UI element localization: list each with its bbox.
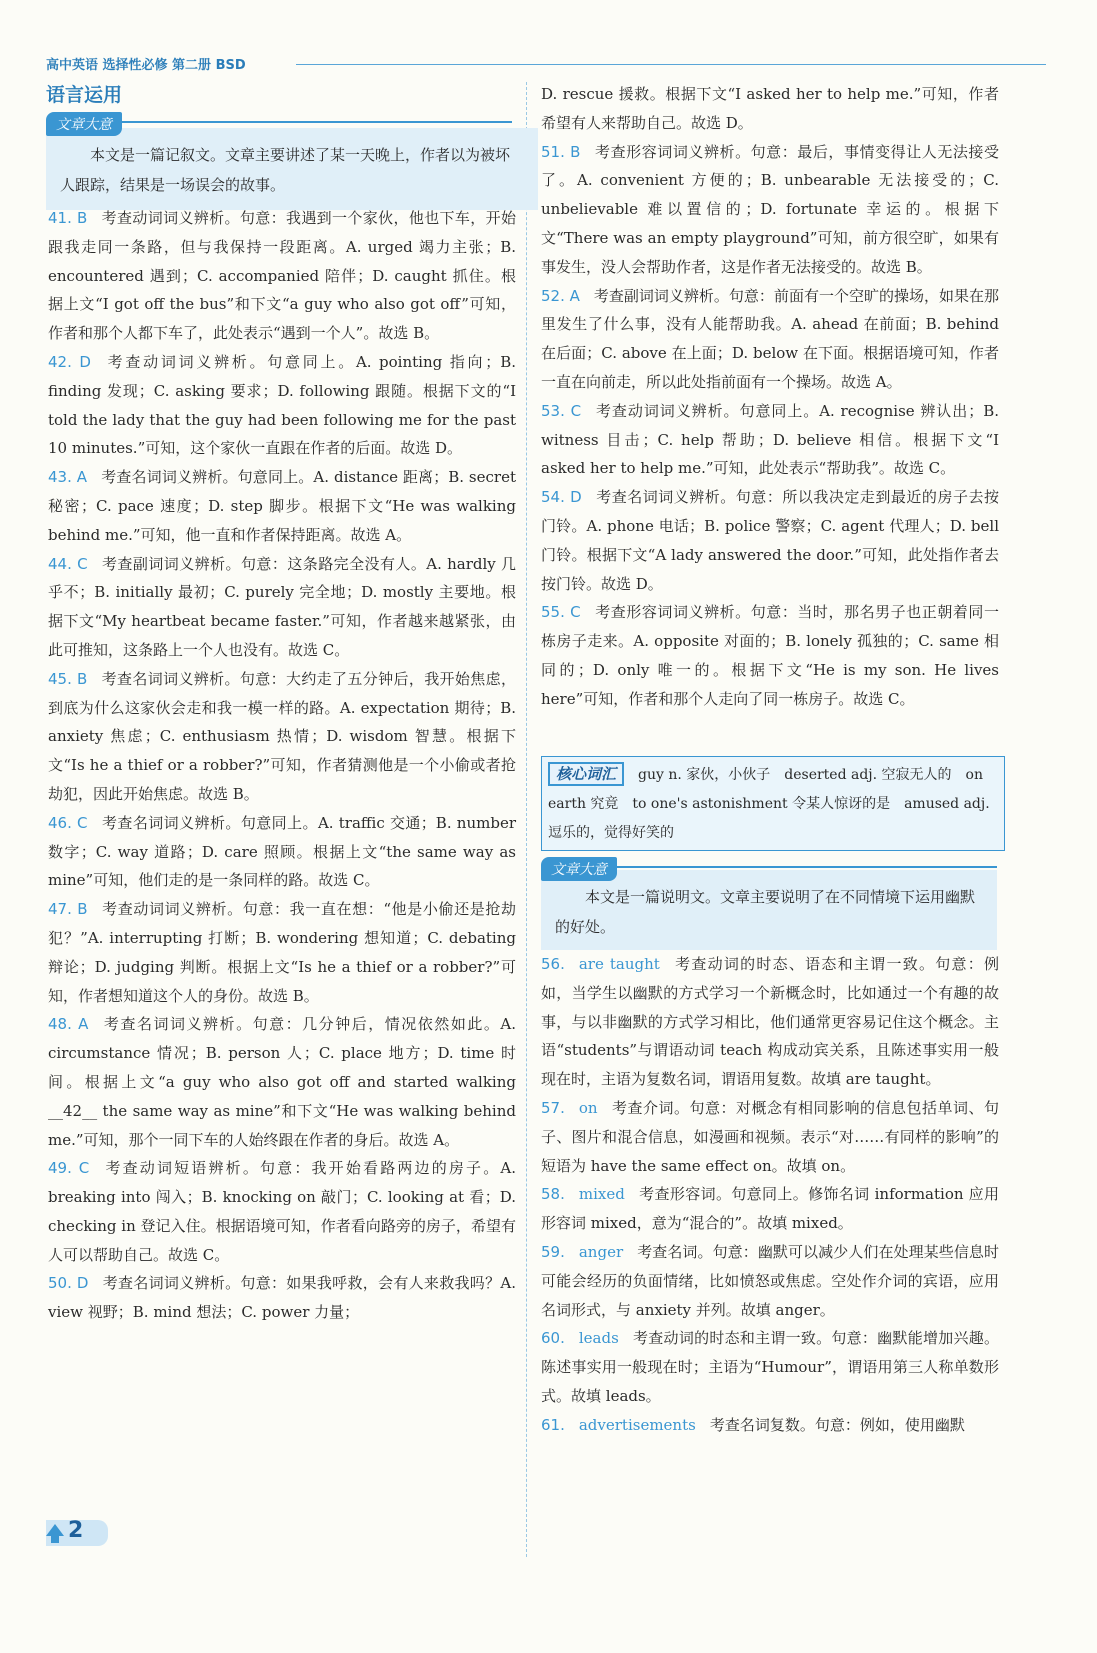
answer-item bbox=[48, 1154, 516, 1269]
answer-item bbox=[48, 348, 516, 463]
question-number: 50. D bbox=[48, 1274, 89, 1293]
summary-tag-2: 文章大意 bbox=[541, 857, 617, 881]
question-number: 48. A bbox=[48, 1015, 89, 1034]
answer-item bbox=[541, 80, 999, 138]
question-number: 52. A bbox=[541, 286, 580, 305]
explanation-text: 考查动词的时态、语态和主谓一致。句意：例如，当学生以幽默的方式学习一个新概念时，比如通过一个有趣的故事，与以非幽默的方式学习相比，他们通常更容易记住这个概念。主语“students”与谓语动词 teach 构成动宾关系，且陈述事实用一般现在时，主语为复数名词，谓语用复数。故填 are taught。 bbox=[541, 955, 999, 1089]
explanation-text: 考查名词词义辨析。句意：大约走了五分钟后，我开始焦虑，到底为什么这家伙会走和我一模一样的路。A. expectation 期待；B. anxiety 焦虑；C. enthusiasm 热情；D. wisdom 智慧。根据下文“Is he a thief or a robber?”可知，作者猜测他是一个小偷或者抢劫犯，因此开始焦虑。故选 B。 bbox=[48, 669, 516, 803]
right-column-answers-2 bbox=[541, 950, 999, 1440]
explanation-text: 考查动词词义辨析。句意：我一直在想：“他是小偷还是抢劫犯？”A. interrupting 打断；B. wondering 想知道；C. debating 辩论；D. judging 判断。根据上文“Is he a thief or a robber?”可知，作者想知道这个人的身份。故选 B。 bbox=[48, 900, 517, 1005]
explanation-text: 考查介词。句意：对概念有相同影响的信息包括单词、句子、图片和混合信息，如漫画和视频。表示“对……有同样的影响”的短语为 have the same effect on。故填 on。 bbox=[541, 1098, 999, 1175]
answer-item bbox=[48, 204, 516, 348]
question-number: 53. C bbox=[541, 401, 582, 420]
vocab-text: guy n. 家伙，小伙子 deserted adj. 空寂无人的 on earth 究竟 to one's astonishment 令某人惊讶的是 amused adj. 逗乐的，觉得好笑的 bbox=[548, 767, 990, 841]
answer-value: are taught bbox=[578, 955, 660, 973]
explanation-text: 考查名词词义辨析。句意同上。A. distance 距离；B. secret 秘密；C. pace 速度；D. step 脚步。根据下文“He was walking behind me.”可知，他一直和作者保持距离。故选 A。 bbox=[48, 468, 516, 544]
summary-text-2: 本文是一篇说明文。文章主要说明了在不同情境下运用幽默的好处。 bbox=[555, 888, 976, 936]
answer-item bbox=[541, 397, 999, 483]
answer-item bbox=[541, 1238, 999, 1324]
question-number: 44. C bbox=[48, 554, 88, 573]
explanation-text: 考查动词的时态和主谓一致。句意：幽默能增加兴趣。陈述事实用一般现在时；主语为“Humour”，谓语用第三人称单数形式。故填 leads。 bbox=[541, 1329, 999, 1405]
explanation-text: 考查名词。句意：幽默可以减少人们在处理某些信息时可能会经历的负面情绪，比如愤怒或焦虑。空处作介词的宾语，应用名词形式，与 anxiety 并列。故填 anger。 bbox=[541, 1242, 999, 1319]
explanation-text: 考查动词词义辨析。句意：我遇到一个家伙，他也下车，开始跟我走同一条路，但与我保持一段距离。A. urged 竭力主张；B. encountered 遇到；C. accompanied 陪伴；D. caught 抓住。根据上文“I got off the bus”和下文“a guy who also got off”可知，作者和那个人都下车了，此处表示“遇到一个人”。故选 B。 bbox=[48, 209, 516, 343]
answer-item bbox=[48, 1010, 516, 1154]
page-header bbox=[46, 54, 1046, 74]
left-column-answers bbox=[48, 204, 516, 1327]
explanation-text: 考查名词词义辨析。句意：几分钟后，情况依然如此。A. circumstance 情况；B. person 人；C. place 地方；D. time 时间。根据上文“a guy who also got off and started walking __42__ the same way as mine”和下文“He was walking behind me.”可知，那个一同下车的人始终跟在作者的身后。故选 A。 bbox=[48, 1015, 516, 1149]
explanation-text: 考查形容词词义辨析。句意：最后，事情变得让人无法接受了。A. convenient 方便的；B. unbearable 无法接受的；C. unbelievable 难以置信的；D. fortunate 幸运的。根据下文“There was an empty playground”可知，前方很空旷，如果有事发生，没人会帮助作者，这是作者无法接受的。故选 B。 bbox=[541, 142, 999, 276]
question-number: 61. bbox=[541, 1415, 565, 1434]
answer-value: on bbox=[578, 1098, 598, 1117]
question-number: 45. B bbox=[48, 669, 88, 688]
answer-item bbox=[541, 138, 999, 282]
question-number: 42. D bbox=[48, 352, 91, 371]
right-column-answers-1 bbox=[541, 80, 999, 714]
question-number: 43. A bbox=[48, 468, 88, 487]
section-title: 语言运用 bbox=[46, 84, 123, 106]
page-number: 2 bbox=[68, 1518, 84, 1543]
question-number: 60. bbox=[541, 1329, 565, 1348]
summary-box-2 bbox=[541, 870, 997, 950]
vocab-tag: 核心词汇 bbox=[548, 762, 624, 786]
question-number: 41. B bbox=[48, 209, 88, 227]
explanation-text: 考查形容词。句意同上。修饰名词 information 应用形容词 mixed，意为“混合的”。故填 mixed。 bbox=[541, 1185, 999, 1233]
summary-box-1 bbox=[46, 128, 538, 210]
answer-item bbox=[541, 1411, 999, 1440]
answer-value: leads bbox=[578, 1329, 619, 1348]
explanation-text: 考查副词词义辨析。句意：前面有一个空旷的操场，如果在那里发生了什么事，没有人能帮助我。A. ahead 在前面；B. behind 在后面；C. above 在上面；D. below 在下面。根据语境可知，作者一直在向前走，所以此处指前面有一个操场。故选 A。 bbox=[541, 286, 999, 391]
answer-item bbox=[541, 950, 999, 1094]
explanation-text: 考查名词复数。句意：例如，使用幽默 bbox=[709, 1415, 965, 1434]
question-number: 58. bbox=[541, 1185, 565, 1204]
explanation-text: 考查名词词义辨析。句意：如果我呼救，会有人来救我吗？A. view 视野；B. mind 想法；C. power 力量； bbox=[48, 1274, 516, 1322]
question-number: 46. C bbox=[48, 813, 88, 832]
explanation-text: 考查名词词义辨析。句意同上。A. traffic 交通；B. number 数字；C. way 道路；D. care 照顾。根据上文“the same way as mine”可知，他们走的是一条同样的路。故选 C。 bbox=[48, 813, 516, 890]
explanation-text: 考查动词词义辨析。句意同上。A. pointing 指向；B. finding 发现；C. asking 要求；D. following 跟随。根据下文的“I told the lady that the guy had been following me for the past 10 minutes.”可知，这个家伙一直跟在作者的后面。故选 D。 bbox=[48, 352, 516, 458]
question-number: 56. bbox=[541, 955, 565, 973]
answer-item bbox=[541, 1180, 999, 1238]
question-number: 51. B bbox=[541, 142, 581, 161]
answer-value: anger bbox=[578, 1242, 624, 1261]
explanation-text: 考查动词词义辨析。句意同上。A. recognise 辨认出；B. witness 目击；C. help 帮助；D. believe 相信。根据下文“I asked her to help me.”可知，此处表示“帮助我”。故选 C。 bbox=[541, 401, 999, 478]
question-number: 59. bbox=[541, 1242, 565, 1261]
answer-item bbox=[541, 598, 999, 713]
summary-tag-1: 文章大意 bbox=[46, 112, 122, 136]
explanation-text: 考查动词短语辨析。句意：我开始看路两边的房子。A. breaking into 闯入；B. knocking on 敲门；C. looking at 看；D. checking in 登记入住。根据语境可知，作者看向路旁的房子，希望有人可以帮助自己。故选 C。 bbox=[48, 1159, 516, 1264]
answer-item bbox=[48, 550, 516, 665]
book-title: 高中英语 选择性必修 第二册 BSD bbox=[46, 58, 246, 73]
question-number: 54. D bbox=[541, 488, 582, 507]
answer-item bbox=[48, 1269, 516, 1327]
question-number: 57. bbox=[541, 1098, 565, 1117]
answer-item bbox=[48, 895, 516, 1010]
explanation-text: D. rescue 援救。根据下文“I asked her to help me.”可知，作者希望有人来帮助自己。故选 D。 bbox=[541, 85, 999, 132]
explanation-text: 考查名词词义辨析。句意：所以我决定走到最近的房子去按门铃。A. phone 电话；B. police 警察；C. agent 代理人；D. bell 门铃。根据下文“A lady answered the door.”可知，此处指作者去按门铃。故选 D。 bbox=[541, 488, 999, 593]
answer-value: mixed bbox=[578, 1185, 625, 1204]
answer-item bbox=[48, 463, 516, 549]
answer-item bbox=[48, 809, 516, 895]
core-vocab-box bbox=[541, 756, 1005, 851]
explanation-text: 考查副词词义辨析。句意：这条路完全没有人。A. hardly 几乎不；B. initially 最初；C. purely 完全地；D. mostly 主要地。根据下文“My heartbeat became faster.”可知，作者越来越紧张，由此可推知，这条路上一个人也没有。故选 C。 bbox=[48, 554, 516, 659]
explanation-text: 考查形容词词义辨析。句意：当时，那名男子也正朝着同一栋房子走来。A. opposite 对面的；B. lonely 孤独的；C. same 相同的；D. only 唯一的。根据下文“He is my son. He lives here”可知，作者和那个人走向了同一栋房子。故选 C。 bbox=[541, 603, 999, 708]
column-divider bbox=[526, 82, 527, 1557]
summary-text-1: 本文是一篇记叙文。文章主要讲述了某一天晚上，作者以为被坏人跟踪，结果是一场误会的故事。 bbox=[60, 146, 511, 194]
question-number: 49. C bbox=[48, 1159, 90, 1178]
question-number: 55. C bbox=[541, 603, 581, 622]
answer-item bbox=[541, 1094, 999, 1180]
answer-item bbox=[48, 665, 516, 809]
page-number-badge bbox=[46, 1520, 108, 1546]
answer-item bbox=[541, 282, 999, 397]
header-rule bbox=[296, 64, 1046, 65]
answer-value: advertisements bbox=[578, 1415, 696, 1434]
question-number: 47. B bbox=[48, 900, 88, 919]
answer-item bbox=[541, 1324, 999, 1410]
answer-item bbox=[541, 483, 999, 598]
